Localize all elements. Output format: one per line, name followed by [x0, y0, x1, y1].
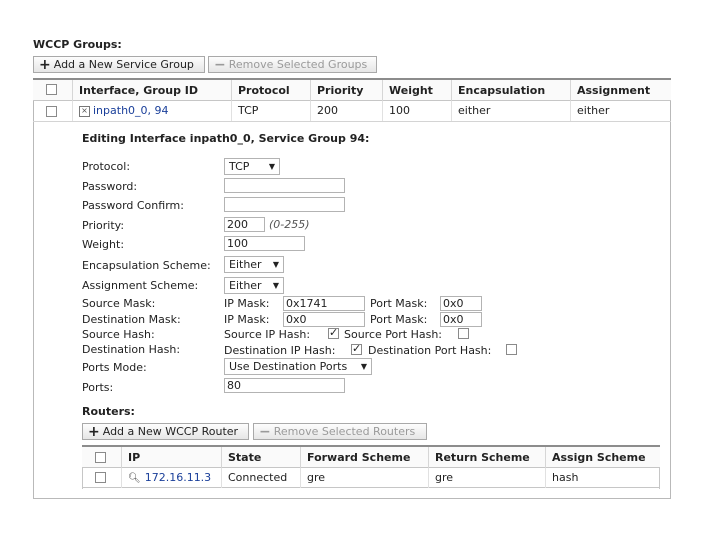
- destination-port-mask-label: Port Mask:: [370, 313, 428, 326]
- destination-mask-label: Destination Mask:: [82, 313, 181, 326]
- router-header-forward-scheme[interactable]: Forward Scheme: [300, 447, 428, 468]
- source-ip-hash-label: Source IP Hash:: [224, 328, 311, 341]
- router-ip-cell[interactable]: [121, 468, 221, 488]
- router-row-checkbox[interactable]: [95, 472, 106, 483]
- magnifier-icon[interactable]: 🔍︎: [128, 473, 141, 484]
- destination-ip-mask-label: IP Mask:: [224, 313, 270, 326]
- header-encapsulation[interactable]: Encapsulation: [451, 80, 570, 101]
- source-ip-mask-input[interactable]: 0x1741: [283, 296, 365, 311]
- encapsulation-scheme-label: Encapsulation Scheme:: [82, 259, 211, 272]
- groups-table-header: [33, 78, 671, 101]
- group-interface-cell[interactable]: [72, 101, 231, 121]
- password-label: Password:: [82, 180, 138, 193]
- header-assignment[interactable]: Assignment: [570, 80, 671, 101]
- edit-panel-title: Editing Interface inpath0_0, Service Group 94:: [82, 132, 370, 145]
- group-interface-link[interactable]: inpath0_0, 94: [93, 104, 169, 117]
- destination-ip-hash-label: Destination IP Hash:: [224, 344, 336, 357]
- router-assign-cell: hash: [545, 468, 660, 488]
- group-assignment-cell: either: [570, 101, 671, 121]
- assignment-scheme-select[interactable]: [224, 277, 284, 294]
- router-header-return-scheme[interactable]: Return Scheme: [428, 447, 545, 468]
- remove-selected-groups-label: Remove Selected Groups: [228, 58, 368, 71]
- source-ip-mask-label: IP Mask:: [224, 297, 270, 310]
- plus-icon: +: [39, 56, 51, 73]
- table-row[interactable]: [82, 468, 660, 488]
- ports-mode-label: Ports Mode:: [82, 361, 147, 374]
- weight-label: Weight:: [82, 238, 125, 251]
- select-all-routers-checkbox[interactable]: [95, 452, 106, 463]
- assignment-scheme-label: Assignment Scheme:: [82, 279, 199, 292]
- remove-selected-groups-button[interactable]: [208, 56, 377, 73]
- minus-icon: −: [214, 56, 226, 73]
- ports-label: Ports:: [82, 381, 114, 394]
- destination-port-mask-input[interactable]: 0x0: [440, 312, 482, 327]
- source-mask-label: Source Mask:: [82, 297, 156, 310]
- source-ip-hash-checkbox[interactable]: [328, 328, 339, 339]
- router-return-cell: gre: [428, 468, 545, 488]
- header-weight[interactable]: Weight: [382, 80, 451, 101]
- source-port-mask-label: Port Mask:: [370, 297, 428, 310]
- priority-hint: (0-255): [269, 218, 310, 231]
- chevron-down-icon: ▼: [272, 260, 279, 269]
- routers-title: Routers:: [82, 405, 135, 418]
- header-priority[interactable]: Priority: [310, 80, 382, 101]
- chevron-down-icon: ▼: [268, 162, 275, 171]
- encapsulation-scheme-value: Either: [229, 258, 262, 271]
- group-priority-cell: 200: [310, 101, 382, 121]
- assignment-scheme-value: Either: [229, 279, 262, 292]
- header-protocol[interactable]: Protocol: [231, 80, 311, 101]
- password-confirm-label: Password Confirm:: [82, 199, 184, 212]
- router-header-state[interactable]: State: [221, 447, 300, 468]
- section-title: WCCP Groups:: [33, 38, 122, 51]
- add-wccp-router-button[interactable]: [82, 423, 249, 440]
- add-service-group-button[interactable]: [33, 56, 205, 73]
- source-port-hash-checkbox[interactable]: [458, 328, 469, 339]
- protocol-select-value: TCP: [229, 160, 250, 173]
- group-protocol-cell: TCP: [231, 101, 310, 121]
- ports-mode-select[interactable]: [224, 358, 372, 375]
- router-state-cell: Connected: [221, 468, 300, 488]
- minus-icon: −: [259, 423, 271, 440]
- add-service-group-label: Add a New Service Group: [53, 58, 194, 71]
- destination-port-hash-checkbox[interactable]: [506, 344, 517, 355]
- router-header-assign-scheme[interactable]: Assign Scheme: [545, 447, 660, 468]
- protocol-label: Protocol:: [82, 160, 131, 173]
- select-all-groups-checkbox[interactable]: [46, 84, 57, 95]
- ports-mode-value: Use Destination Ports: [229, 360, 348, 373]
- priority-label: Priority:: [82, 219, 125, 232]
- source-port-hash-label: Source Port Hash:: [344, 328, 443, 341]
- chevron-down-icon: ▼: [360, 362, 367, 371]
- password-confirm-input[interactable]: [224, 197, 345, 212]
- encapsulation-scheme-select[interactable]: [224, 256, 284, 273]
- destination-port-hash-label: Destination Port Hash:: [368, 344, 492, 357]
- collapse-icon[interactable]: ×: [79, 106, 90, 117]
- source-port-mask-input[interactable]: 0x0: [440, 296, 482, 311]
- destination-hash-label: Destination Hash:: [82, 343, 181, 356]
- destination-ip-hash-checkbox[interactable]: [351, 344, 362, 355]
- routers-table-header: [82, 445, 660, 468]
- router-ip-link[interactable]: 172.16.11.3: [144, 471, 212, 484]
- ports-input[interactable]: 80: [224, 378, 345, 393]
- protocol-select[interactable]: [224, 158, 280, 175]
- table-row[interactable]: [33, 101, 671, 122]
- group-row-checkbox[interactable]: [46, 106, 57, 117]
- group-encapsulation-cell: either: [451, 101, 570, 121]
- header-interface[interactable]: Interface, Group ID: [72, 80, 265, 101]
- router-header-ip[interactable]: IP: [121, 447, 221, 468]
- remove-selected-routers-button[interactable]: [253, 423, 427, 440]
- router-forward-cell: gre: [300, 468, 428, 488]
- add-wccp-router-label: Add a New WCCP Router: [102, 425, 239, 438]
- destination-ip-mask-input[interactable]: 0x0: [283, 312, 365, 327]
- group-weight-cell: 100: [382, 101, 451, 121]
- source-hash-label: Source Hash:: [82, 328, 155, 341]
- weight-input[interactable]: 100: [224, 236, 305, 251]
- password-input[interactable]: [224, 178, 345, 193]
- remove-selected-routers-label: Remove Selected Routers: [273, 425, 416, 438]
- priority-input[interactable]: 200: [224, 217, 265, 232]
- chevron-down-icon: ▼: [272, 281, 279, 290]
- plus-icon: +: [88, 423, 100, 440]
